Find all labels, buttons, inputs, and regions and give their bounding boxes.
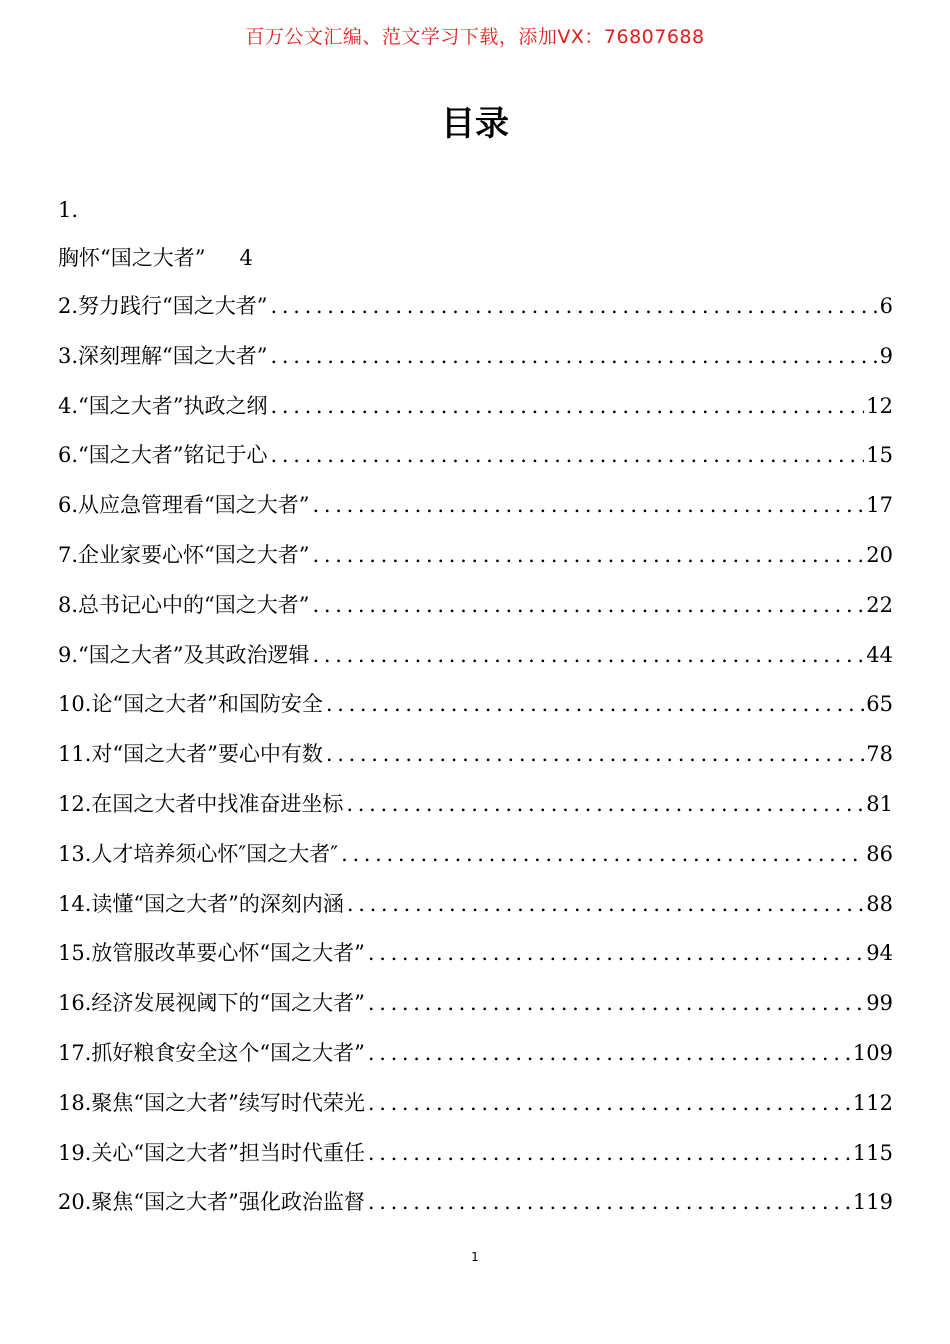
- toc-entry[interactable]: [58, 790, 893, 840]
- dot-leader: [368, 1039, 851, 1067]
- toc-entry-page: 6: [879, 294, 893, 318]
- toc-entry-title: 6.“国之大者”铭记于心: [58, 443, 268, 468]
- toc-entry-page: 109: [852, 1040, 893, 1065]
- dot-leader: [313, 641, 865, 669]
- toc-entry[interactable]: [58, 491, 893, 541]
- page-number: 1: [471, 1250, 479, 1264]
- dot-leader: [368, 1188, 851, 1216]
- dot-leader: [346, 790, 864, 818]
- toc-entry-title: 9.“国之大者”及其政治逻辑: [58, 642, 310, 667]
- toc-entry[interactable]: [58, 1188, 893, 1238]
- toc-entry-page: 4: [239, 246, 253, 270]
- toc-entry-page: 20: [866, 542, 893, 567]
- dot-leader: [326, 740, 864, 768]
- toc-entry-page: 86: [866, 841, 893, 866]
- toc-entry[interactable]: [58, 989, 893, 1039]
- toc-entry[interactable]: [58, 840, 893, 890]
- toc-entry-title: 11.对“国之大者”要心中有数: [58, 742, 323, 767]
- toc-entry-page: 88: [866, 891, 893, 916]
- toc-entry-page: 119: [852, 1190, 893, 1215]
- toc-entry-title: 4.“国之大者”执政之纲: [58, 393, 268, 418]
- toc-entry[interactable]: [58, 890, 893, 940]
- toc-entry[interactable]: [58, 740, 893, 790]
- toc-entry-page: 22: [866, 592, 893, 617]
- toc-entry-page: 65: [866, 692, 893, 717]
- dot-leader: [326, 690, 864, 718]
- dot-leader: [368, 1089, 851, 1117]
- toc-entry[interactable]: [58, 1039, 893, 1089]
- toc-entry-title: 6.从应急管理看“国之大者”: [58, 493, 310, 518]
- dot-leader: [271, 342, 878, 370]
- toc-entry-1-number: 1.: [58, 198, 79, 222]
- toc-entry[interactable]: [58, 292, 893, 342]
- toc-entry-page: 9: [879, 343, 893, 368]
- toc-entry-page: 81: [866, 791, 893, 816]
- toc-entry[interactable]: [58, 441, 893, 491]
- toc-entry-title: 15.放管服改革要心怀“国之大者”: [58, 941, 365, 966]
- toc-entry-page: 17: [866, 493, 893, 518]
- toc-entry-title: 17.抓好粮食安全这个“国之大者”: [58, 1040, 365, 1065]
- dot-leader: [271, 392, 865, 420]
- toc-entry-title: 3.深刻理解“国之大者”: [58, 343, 268, 368]
- dot-leader: [347, 890, 864, 918]
- toc-entry-title: 2.努力践行“国之大者”: [58, 294, 268, 318]
- dot-leader: [368, 989, 864, 1017]
- dot-leader: [313, 491, 865, 519]
- toc-entry-1[interactable]: [58, 244, 253, 272]
- toc-entry-page: 99: [866, 991, 893, 1016]
- toc-entry[interactable]: [58, 939, 893, 989]
- toc-entry-page: 78: [866, 742, 893, 767]
- toc-entry-title: 16.经济发展视阈下的“国之大者”: [58, 991, 365, 1016]
- toc-entry-title: 12.在国之大者中找准奋进坐标: [58, 791, 344, 816]
- toc-entry[interactable]: [58, 1139, 893, 1189]
- toc-entry-page: 115: [852, 1140, 893, 1165]
- toc-entry[interactable]: [58, 641, 893, 691]
- toc-entry-title: 18.聚焦“国之大者”续写时代荣光: [58, 1090, 365, 1115]
- toc-entry-page: 44: [866, 642, 893, 667]
- dot-leader: [313, 541, 865, 569]
- header-note: 百万公文汇编、范文学习下载，添加VX：76807688: [245, 26, 705, 48]
- toc-entry-page: 12: [866, 393, 893, 418]
- dot-leader: [271, 292, 878, 320]
- dot-leader: [271, 441, 865, 469]
- toc-entry[interactable]: [58, 342, 893, 392]
- toc-entry-title: 13.人才培养须心怀″国之大者″: [58, 841, 339, 866]
- toc-entry[interactable]: [58, 392, 893, 442]
- toc-entry-title: 14.读懂“国之大者”的深刻内涵: [58, 891, 344, 916]
- toc-entry[interactable]: [58, 1089, 893, 1139]
- toc-entry-title: 20.聚焦“国之大者”强化政治监督: [58, 1190, 365, 1215]
- toc-entry-page: 94: [866, 941, 893, 966]
- toc-entry-title: 7.企业家要心怀“国之大者”: [58, 542, 310, 567]
- toc-entry[interactable]: [58, 541, 893, 591]
- toc-entry[interactable]: [58, 690, 893, 740]
- dot-leader: [341, 840, 864, 868]
- toc-list: [58, 292, 893, 1238]
- dot-leader: [368, 939, 864, 967]
- toc-entry-title: 19.关心“国之大者”担当时代重任: [58, 1140, 365, 1165]
- toc-entry-page: 112: [852, 1090, 893, 1115]
- toc-entry-title: 胸怀“国之大者”: [58, 246, 206, 270]
- dot-leader: [368, 1139, 851, 1167]
- toc-entry-title: 8.总书记心中的“国之大者”: [58, 592, 310, 617]
- dot-leader: [313, 591, 865, 619]
- page-title: 目录: [441, 104, 509, 144]
- toc-entry-title: 10.论“国之大者”和国防安全: [58, 692, 323, 717]
- toc-entry[interactable]: [58, 591, 893, 641]
- toc-entry-page: 15: [866, 443, 893, 468]
